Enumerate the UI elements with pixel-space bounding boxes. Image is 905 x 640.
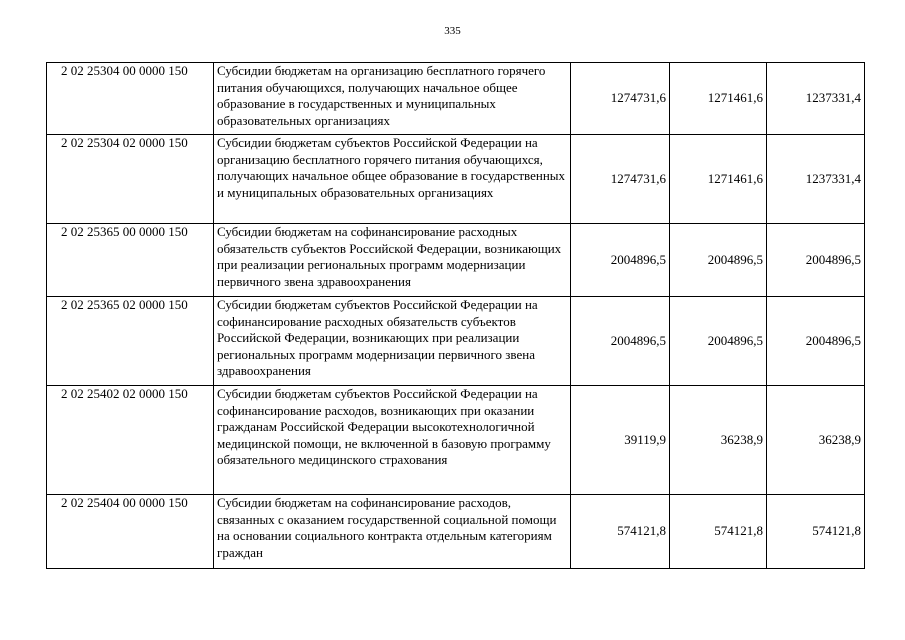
item-description: Субсидии бюджетам на организацию бесплатного горячего питания обучающихся, получающих начальное общее образование в государственных и муниципальных образовательных организациях — [214, 63, 571, 135]
budget-code: 2 02 25402 02 0000 150 — [47, 386, 214, 495]
amount-year-1: 39119,9 — [571, 386, 670, 495]
amount-year-1: 1274731,6 — [571, 63, 670, 135]
item-description: Субсидии бюджетам субъектов Российской Федерации на организацию бесплатного горячего питания обучающихся, получающих начальное общее образование в государственных и муниципальных образовательных организациях — [214, 135, 571, 224]
item-description: Субсидии бюджетам субъектов Российской Федерации на софинансирование расходных обязательств субъектов Российской Федерации, возникающих при реализации региональных программ модернизации первичного звена здравоохранения — [214, 297, 571, 386]
table-row — [47, 495, 865, 569]
item-description: Субсидии бюджетам на софинансирование расходных обязательств субъектов Российской Федерации, возникающих при реализации региональных программ модернизации первичного звена здравоохранения — [214, 224, 571, 297]
table-row — [47, 135, 865, 224]
amount-year-1: 2004896,5 — [571, 224, 670, 297]
item-description: Субсидии бюджетам субъектов Российской Федерации на софинансирование расходов, возникающих при оказании гражданам Российской Федерации высокотехнологичной медицинской помощи, не включенной в базовую программу обязательного медицинского страхования — [214, 386, 571, 495]
budget-code: 2 02 25365 00 0000 150 — [47, 224, 214, 297]
amount-year-3: 2004896,5 — [767, 224, 865, 297]
amount-year-3: 1237331,4 — [767, 63, 865, 135]
amount-year-2: 1271461,6 — [670, 135, 767, 224]
budget-code: 2 02 25365 02 0000 150 — [47, 297, 214, 386]
amount-year-3: 1237331,4 — [767, 135, 865, 224]
budget-code: 2 02 25304 00 0000 150 — [47, 63, 214, 135]
page-number: 335 — [444, 25, 461, 37]
table-row — [47, 297, 865, 386]
amount-year-2: 2004896,5 — [670, 224, 767, 297]
budget-code: 2 02 25404 00 0000 150 — [47, 495, 214, 569]
amount-year-1: 2004896,5 — [571, 297, 670, 386]
amount-year-2: 36238,9 — [670, 386, 767, 495]
item-description: Субсидии бюджетам на софинансирование расходов, связанных с оказанием государственной социальной помощи на основании социального контракта отдельным категориям граждан — [214, 495, 571, 569]
budget-code: 2 02 25304 02 0000 150 — [47, 135, 214, 224]
amount-year-2: 2004896,5 — [670, 297, 767, 386]
amount-year-2: 1271461,6 — [670, 63, 767, 135]
table-row — [47, 63, 865, 135]
amount-year-1: 574121,8 — [571, 495, 670, 569]
amount-year-2: 574121,8 — [670, 495, 767, 569]
budget-table — [46, 62, 865, 569]
table-row — [47, 224, 865, 297]
table-row — [47, 386, 865, 495]
amount-year-3: 574121,8 — [767, 495, 865, 569]
amount-year-3: 2004896,5 — [767, 297, 865, 386]
amount-year-3: 36238,9 — [767, 386, 865, 495]
amount-year-1: 1274731,6 — [571, 135, 670, 224]
